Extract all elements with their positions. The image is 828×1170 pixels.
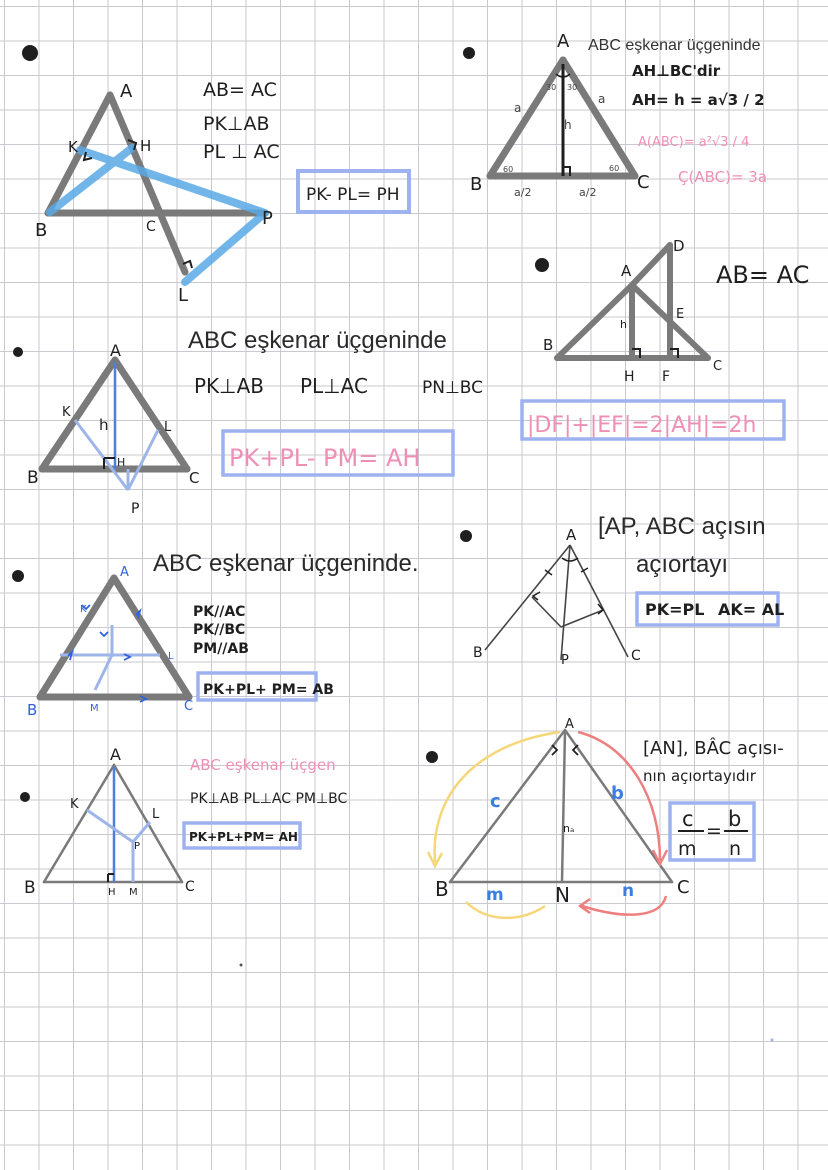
s6-label-a: A — [566, 526, 577, 544]
bullet-dot-3 — [535, 258, 549, 272]
section-5 — [27, 550, 419, 719]
s8-fraction-right-num: b — [728, 807, 742, 831]
s1-given-2: PK⊥AB — [203, 113, 270, 135]
section-8 — [428, 717, 784, 918]
s6-angle-rays — [485, 545, 628, 660]
s1-label-p: P — [262, 208, 273, 229]
s1-label-b: B — [35, 220, 48, 241]
s8-label-n: N — [555, 883, 570, 907]
s3-label-c: C — [189, 469, 200, 487]
bullet-dot-7 — [20, 792, 30, 802]
s5-triangle — [40, 578, 189, 697]
section-2 — [470, 31, 767, 199]
s2-formula-1: AH⊥BC'dir — [632, 62, 721, 80]
s4-label-a: A — [621, 262, 632, 280]
s4-height-label: h — [620, 318, 627, 331]
s3-given-3: PN⊥BC — [422, 378, 484, 398]
section-1 — [35, 79, 409, 306]
s4-label-h: H — [624, 369, 635, 385]
s7-label-h: H — [108, 887, 116, 898]
s7-givens: PK⊥AB PL⊥AC PM⊥BC — [190, 791, 348, 807]
section-4 — [522, 237, 809, 439]
bullet-dot-1 — [22, 45, 38, 61]
s7-label-k: K — [70, 797, 79, 812]
s7-pink-title: ABC eşkenar üçgen — [190, 756, 336, 774]
s2-pink-formula-1: A(ABC)= a²√3 / 4 — [638, 135, 750, 150]
s7-label-p: P — [134, 841, 141, 852]
s3-label-l: L — [164, 420, 172, 435]
s5-label-m: M — [90, 703, 99, 714]
s1-given-1: AB= AC — [203, 79, 277, 101]
s3-perpendiculars — [75, 420, 158, 490]
s5-label-a: A — [120, 565, 129, 580]
s8-arc-yellow-base — [466, 902, 545, 918]
s8-fraction-left-num: c — [682, 807, 694, 831]
s1-given-3: PL ⊥ AC — [203, 141, 280, 163]
s2-label-c: C — [637, 172, 650, 193]
s2-angle-right: 60 — [609, 164, 620, 173]
s2-side-left: a — [514, 101, 522, 115]
s3-label-k: K — [62, 405, 71, 420]
s3-title: ABC eşkenar üçgeninde — [188, 327, 447, 354]
s5-label-b: B — [27, 701, 38, 719]
s6-label-b: B — [473, 645, 483, 661]
s6-title-line-1: [AP, ABC açısın — [598, 513, 766, 540]
s7-perpendiculars — [87, 810, 150, 882]
section-3 — [27, 327, 483, 517]
s6-result-1: PK=PL — [645, 600, 705, 619]
s6-result-2: AK= AL — [718, 600, 785, 619]
s1-label-l: L — [178, 285, 189, 306]
s2-pink-formula-2: Ç(ABC)= 3a — [678, 168, 768, 186]
s2-label-b: B — [470, 174, 483, 195]
s1-label-k: K — [68, 138, 78, 156]
s5-label-l: L — [168, 651, 174, 662]
s3-given-1: PK⊥AB — [194, 374, 264, 398]
bullet-dot-4 — [13, 347, 23, 357]
s5-title: ABC eşkenar üçgeninde. — [153, 550, 419, 577]
s5-label-c: C — [184, 699, 194, 714]
s5-given-2: PK//BC — [193, 622, 246, 638]
section-7 — [24, 745, 348, 898]
s3-label-b: B — [27, 468, 39, 488]
s3-label-a: A — [110, 341, 121, 360]
s4-label-e: E — [676, 307, 685, 322]
s8-side-m: m — [486, 885, 504, 905]
s8-fraction-left-den: m — [678, 838, 697, 860]
s8-bisector-label: nₐ — [563, 822, 575, 835]
s8-note-line-2: nın açıortayıdır — [643, 767, 756, 785]
stray-dot-blue — [771, 1039, 774, 1042]
s8-side-c: c — [490, 791, 501, 812]
s1-label-a: A — [120, 81, 133, 102]
s3-label-h: H — [117, 456, 126, 469]
s8-label-c: C — [677, 877, 690, 898]
s8-label-a: A — [565, 717, 574, 732]
s2-title: ABC eşkenar üçgeninde — [588, 37, 761, 54]
s3-result: PK+PL- PM= AH — [229, 444, 421, 472]
s2-angle-top-left: 30 — [546, 83, 557, 92]
s6-title-line-2: açıortayı — [636, 551, 729, 578]
s4-result: |DF|+|EF|=2|AH|=2h — [527, 413, 757, 438]
s1-label-c: C — [146, 219, 156, 235]
s7-label-l: L — [152, 807, 160, 822]
s8-side-n: n — [622, 881, 635, 901]
s6-label-c: C — [631, 648, 641, 664]
s4-figure — [557, 245, 708, 358]
stray-dot — [240, 964, 243, 967]
s8-fraction-right-den: n — [729, 838, 742, 860]
s4-label-d: D — [673, 237, 685, 255]
s2-label-a: A — [557, 31, 570, 52]
s2-half-left: a/2 — [514, 186, 532, 199]
s8-triangle — [450, 730, 672, 882]
s8-label-b: B — [435, 877, 449, 901]
s2-angle-left: 60 — [503, 165, 514, 174]
s4-label-b: B — [543, 336, 554, 354]
s2-formula-2: AH= h = a√3 / 2 — [632, 91, 765, 109]
s1-label-h: H — [140, 137, 152, 155]
s8-side-b: b — [611, 783, 624, 804]
s8-note-line-1: [AN], BÂC açısı- — [643, 738, 784, 759]
s7-label-b: B — [24, 878, 36, 898]
s1-result: PK- PL= PH — [306, 185, 400, 205]
s7-result: PK+PL+PM= AH — [189, 830, 298, 844]
s7-label-c: C — [185, 879, 195, 895]
s4-given: AB= AC — [716, 261, 810, 289]
s7-label-a: A — [110, 745, 121, 764]
s3-given-2: PL⊥AC — [300, 374, 368, 398]
bullet-dot-6 — [12, 570, 24, 582]
bullet-dot-5 — [460, 530, 472, 542]
s8-fraction-eq: = — [706, 820, 722, 842]
s6-label-p: P — [561, 653, 569, 668]
s5-given-1: PK//AC — [193, 604, 246, 620]
s5-label-k: K — [80, 604, 87, 615]
s7-label-m: M — [129, 887, 138, 898]
bullet-dot-8 — [426, 751, 438, 763]
s2-half-right: a/2 — [579, 186, 597, 199]
s4-label-c: C — [713, 359, 723, 374]
section-6 — [473, 513, 784, 668]
s5-result: PK+PL+ PM= AB — [203, 682, 334, 698]
s5-given-3: PM//AB — [193, 641, 249, 657]
bullet-dot-2 — [463, 47, 475, 59]
s2-side-right: a — [598, 92, 606, 106]
s3-label-p: P — [131, 501, 140, 517]
s3-height-label: h — [99, 416, 109, 434]
s2-height-label: h — [564, 118, 572, 132]
s4-label-f: F — [662, 369, 671, 385]
s2-angle-top-right: 30 — [567, 83, 578, 92]
